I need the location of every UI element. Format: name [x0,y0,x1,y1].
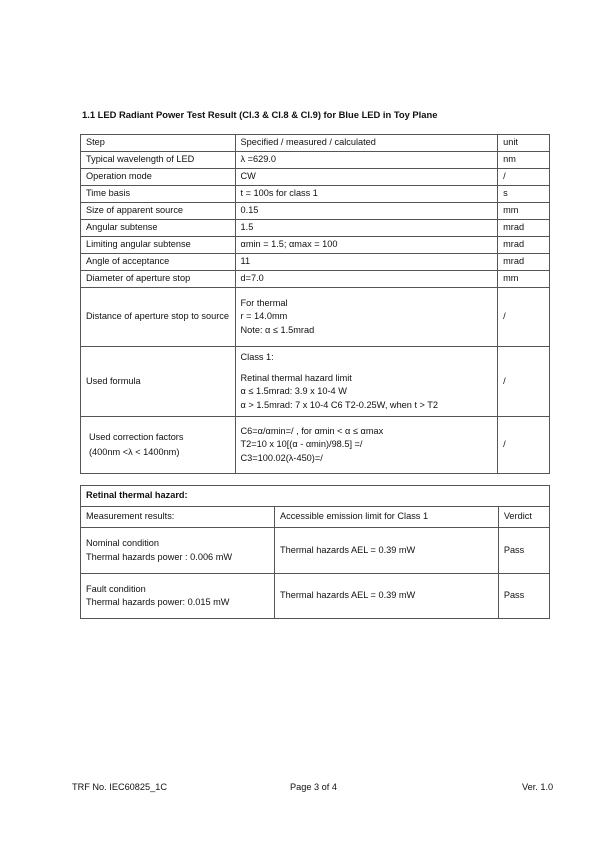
formula-unit: / [498,347,550,417]
row-unit: nm [498,152,550,169]
distance-line: For thermal [240,297,288,308]
row-unit: mrad [498,254,550,271]
table-header-row [81,135,550,152]
limit-cell: Thermal hazards AEL = 0.39 mW [274,528,498,574]
header-verdict: Verdict [498,507,549,528]
row-step: Limiting angular subtense [81,237,236,254]
row-step: Time basis [81,186,236,203]
row-unit: mm [498,203,550,220]
correction-line: C3=100.02(λ-450)=/ [240,452,323,463]
limit-cell: Thermal hazards AEL = 0.39 mW [274,574,498,619]
correction-row [81,417,550,474]
row-step: Diameter of aperture stop [81,271,236,288]
distance-step: Distance of aperture stop to source [81,288,236,347]
row-spec: t = 100s for class 1 [235,186,498,203]
formula-spec [235,347,498,417]
row-spec: 0.15 [235,203,498,220]
row-step: Typical wavelength of LED [81,152,236,169]
correction-step-line: (400nm <λ < 1400nm) [89,446,180,457]
hazard-title: Retinal thermal hazard: [81,486,550,507]
table-row [81,203,550,220]
verdict-cell: Pass [498,528,549,574]
distance-line: r = 14.0mm [240,311,288,322]
distance-row [81,288,550,347]
formula-step: Used formula [81,347,236,417]
footer-trf: TRF No. IEC60825_1C [72,782,167,792]
correction-step-line: Used correction factors [89,432,184,442]
correction-line: T2=10 x 10[(α - αmin)/98.5] =/ [240,439,363,450]
distance-line: Note: α ≤ 1.5mrad [240,324,315,335]
result-cell [81,574,275,619]
table-row [81,574,550,619]
row-unit: / [498,169,550,186]
table-row [81,528,550,574]
distance-unit: / [498,288,550,347]
footer-version: Ver. 1.0 [522,782,554,792]
table-row [81,186,550,203]
row-spec: λ =629.0 [235,152,498,169]
hazard-table [80,485,550,619]
formula-line: Class 1: [240,352,274,362]
footer-page: Page 3 of 4 [290,782,337,792]
row-step: Angular subtense [81,220,236,237]
correction-line: C6=α/αmin=/ , for αmin < α ≤ αmax [240,425,384,436]
section-heading: 1.1 LED Radiant Power Test Result (Cl.3 & Cl.8 & Cl.9) for Blue LED in Toy Plane [82,109,438,120]
row-step: Angle of acceptance [81,254,236,271]
row-spec: CW [235,169,498,186]
verdict-cell: Pass [498,574,549,619]
row-unit: mm [498,271,550,288]
power-value: Thermal hazards power: 0.015 mW [86,597,230,607]
header-limit: Accessible emission limit for Class 1 [274,507,498,528]
header-step: Step [81,135,236,152]
correction-spec [235,417,498,474]
condition-label: Fault condition [86,583,146,594]
formula-row [81,347,550,417]
table-row [81,220,550,237]
row-step: Operation mode [81,169,236,186]
distance-spec [235,288,498,347]
table-row [81,152,550,169]
row-unit: mrad [498,220,550,237]
result-cell [81,528,275,574]
table-row [81,271,550,288]
row-spec: αmin = 1.5; αmax = 100 [235,237,498,254]
header-unit: unit [498,135,550,152]
row-unit: s [498,186,550,203]
hazard-title-row [81,486,550,507]
row-unit: mrad [498,237,550,254]
row-step: Size of apparent source [81,203,236,220]
table-row [81,237,550,254]
table-row [81,254,550,271]
correction-unit: / [498,417,550,474]
table-row [81,169,550,186]
row-spec: 1.5 [235,220,498,237]
header-results: Measurement results: [81,507,275,528]
row-spec: 11 [235,254,498,271]
formula-line: Retinal thermal hazard limit [240,372,352,383]
header-spec: Specified / measured / calculated [235,135,498,152]
condition-label: Nominal condition [86,538,160,548]
parameters-table [80,134,550,474]
power-value: Thermal hazards power : 0.006 mW [86,551,233,562]
row-spec: d=7.0 [235,271,498,288]
formula-line: α > 1.5mrad: 7 x 10-4 C6 T2-0.25W, when t > T2 [240,399,439,410]
correction-step [81,417,236,474]
hazard-header-row [81,507,550,528]
formula-line: α ≤ 1.5mrad: 3.9 x 10-4 W [240,386,347,396]
